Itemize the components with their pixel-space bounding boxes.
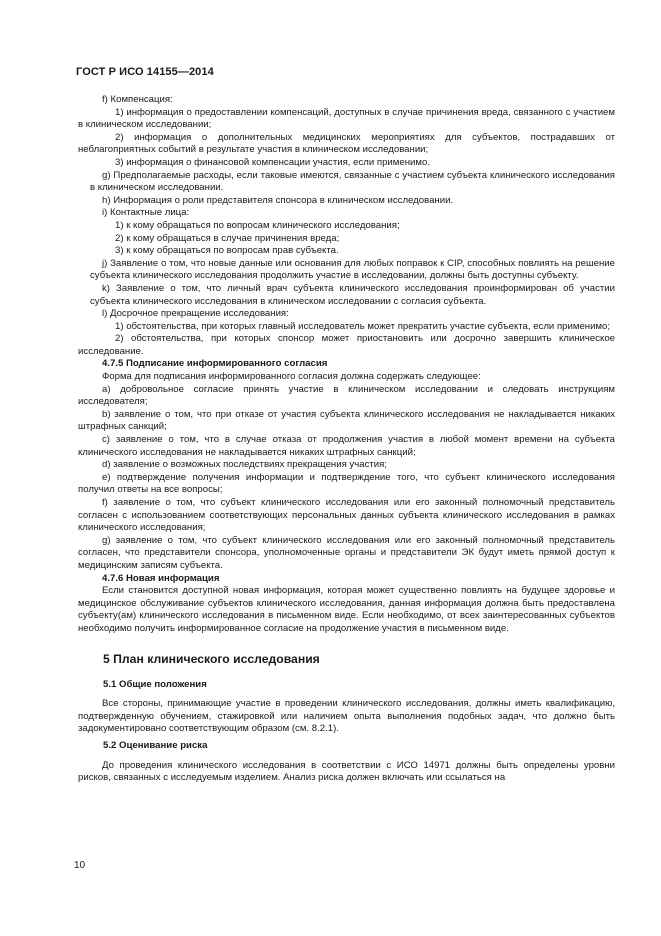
document-body — [78, 94, 615, 785]
list-item: i) Контактные лица: — [102, 207, 190, 219]
list-item: 1) обстоятельства, при которых главный исследователь может прекратить участие субъекта, если применимо; — [115, 320, 611, 332]
paragraph: Форма для подписания информированного согласия должна содержать следующее: — [102, 371, 481, 383]
list-item: b) заявление о том, что при отказе от участия субъекта клинического исследования не накладывается никаких штрафных санкций; — [78, 408, 615, 433]
page-number: 10 — [74, 860, 86, 871]
list-item: j) Заявление о том, что новые данные или основания для любых поправок к CIP, способных повлиять на решение субъекта клинического исследования продолжить участие в исследовании, должны быть доступны субъекту. — [90, 257, 615, 282]
list-item: 2) информация о дополнительных медицинских мероприятиях для субъектов, пострадавших от неблагоприятных событий в результате участия в клиническом исследовании; — [78, 131, 615, 156]
list-item: g) Предполагаемые расходы, если таковые имеются, связанные с участием субъекта клинического исследования в клиническом исследовании. — [90, 169, 615, 194]
list-item: 2) к кому обращаться в случае причинения вреда; — [115, 232, 340, 244]
section-heading: 5 План клинического исследования — [103, 651, 320, 666]
list-item: 1) к кому обращаться по вопросам клинического исследования; — [115, 219, 400, 231]
list-item: f) заявление о том, что субъект клинического исследования или его законный полномочный представитель согласен с использованием соответствующих персональных данных субъекта клинического исследования в рамках клинического исследования; — [78, 497, 615, 534]
list-item: k) Заявление о том, что личный врач субъекта клинического исследования проинформирован об участии субъекта клинического исследования в клиническом исследовании с согласия субъекта. — [90, 282, 615, 307]
list-item: a) добровольное согласие принять участие в клиническом исследовании и следовать инструкциям исследователя; — [78, 383, 615, 408]
subsection-heading: 5.1 Общие положения — [103, 678, 207, 690]
list-item: 2) обстоятельства, при которых спонсор может приостановить или досрочно завершить клиническое исследование. — [78, 333, 615, 357]
subsection-heading: 4.7.5 Подписание информированного согласия — [102, 358, 328, 370]
list-item: 3) к кому обращаться по вопросам прав субъекта. — [115, 245, 339, 257]
paragraph: Если становится доступной новая информация, которая может существенно повлиять на будущее здоровье и медицинское обслуживание субъектов клинического исследования, данная информация должна быть предоставлена субъекту(ам) клинического исследования в письменном виде. Если необходимо, от всех заинтересованных субъектов необходимо получить информированное согласие на продолжение участия в письменном виде. — [78, 585, 615, 634]
list-item: l) Досрочное прекращение исследования: — [102, 308, 289, 320]
paragraph: До проведения клинического исследования в соответствии с ИСО 14971 должны быть определены уровни рисков, связанных с исследуемым изделием. Анализ риска должен включать или ссылаться на — [78, 759, 615, 784]
list-item: c) заявление о том, что в случае отказа от продолжения участия в любой момент времени на субъекта клинического исследования не накладывается никаких штрафных санкций; — [78, 434, 615, 458]
document-header: ГОСТ Р ИСО 14155—2014 — [76, 66, 214, 78]
list-item: h) Информация о роли представителя спонсора в клиническом исследовании. — [102, 194, 454, 206]
list-item: 3) информация о финансовой компенсации участия, если применимо. — [115, 156, 430, 168]
list-item: f) Компенсация: — [102, 94, 173, 105]
list-item: g) заявление о том, что субъект клинического исследования или его законный полномочный представитель согласен, что представители спонсора, уполномоченные органы и представители ЭК будут иметь прямой доступ к медицинским записям субъекта. — [78, 534, 615, 571]
list-item: d) заявление о возможных последствиях прекращения участия; — [102, 459, 387, 471]
subsection-heading: 5.2 Оценивание риска — [103, 739, 208, 751]
list-item: 1) информация о предоставлении компенсаций, доступных в случае причинения вреда, связанного с участием в клиническом исследовании; — [78, 106, 615, 131]
list-item: e) подтверждение получения информации и подтверждение того, что субъект клинического исследования получил ответы на все вопросы; — [78, 471, 615, 496]
subsection-heading: 4.7.6 Новая информация — [102, 572, 220, 584]
paragraph: Все стороны, принимающие участие в проведении клинического исследования, должны иметь квалификацию, подтвержденную обучением, стажировкой или наличием опыта выполнения подобных задач, что должно быть задокументировано соответствующим образом (см. 8.2.1). — [78, 698, 615, 735]
